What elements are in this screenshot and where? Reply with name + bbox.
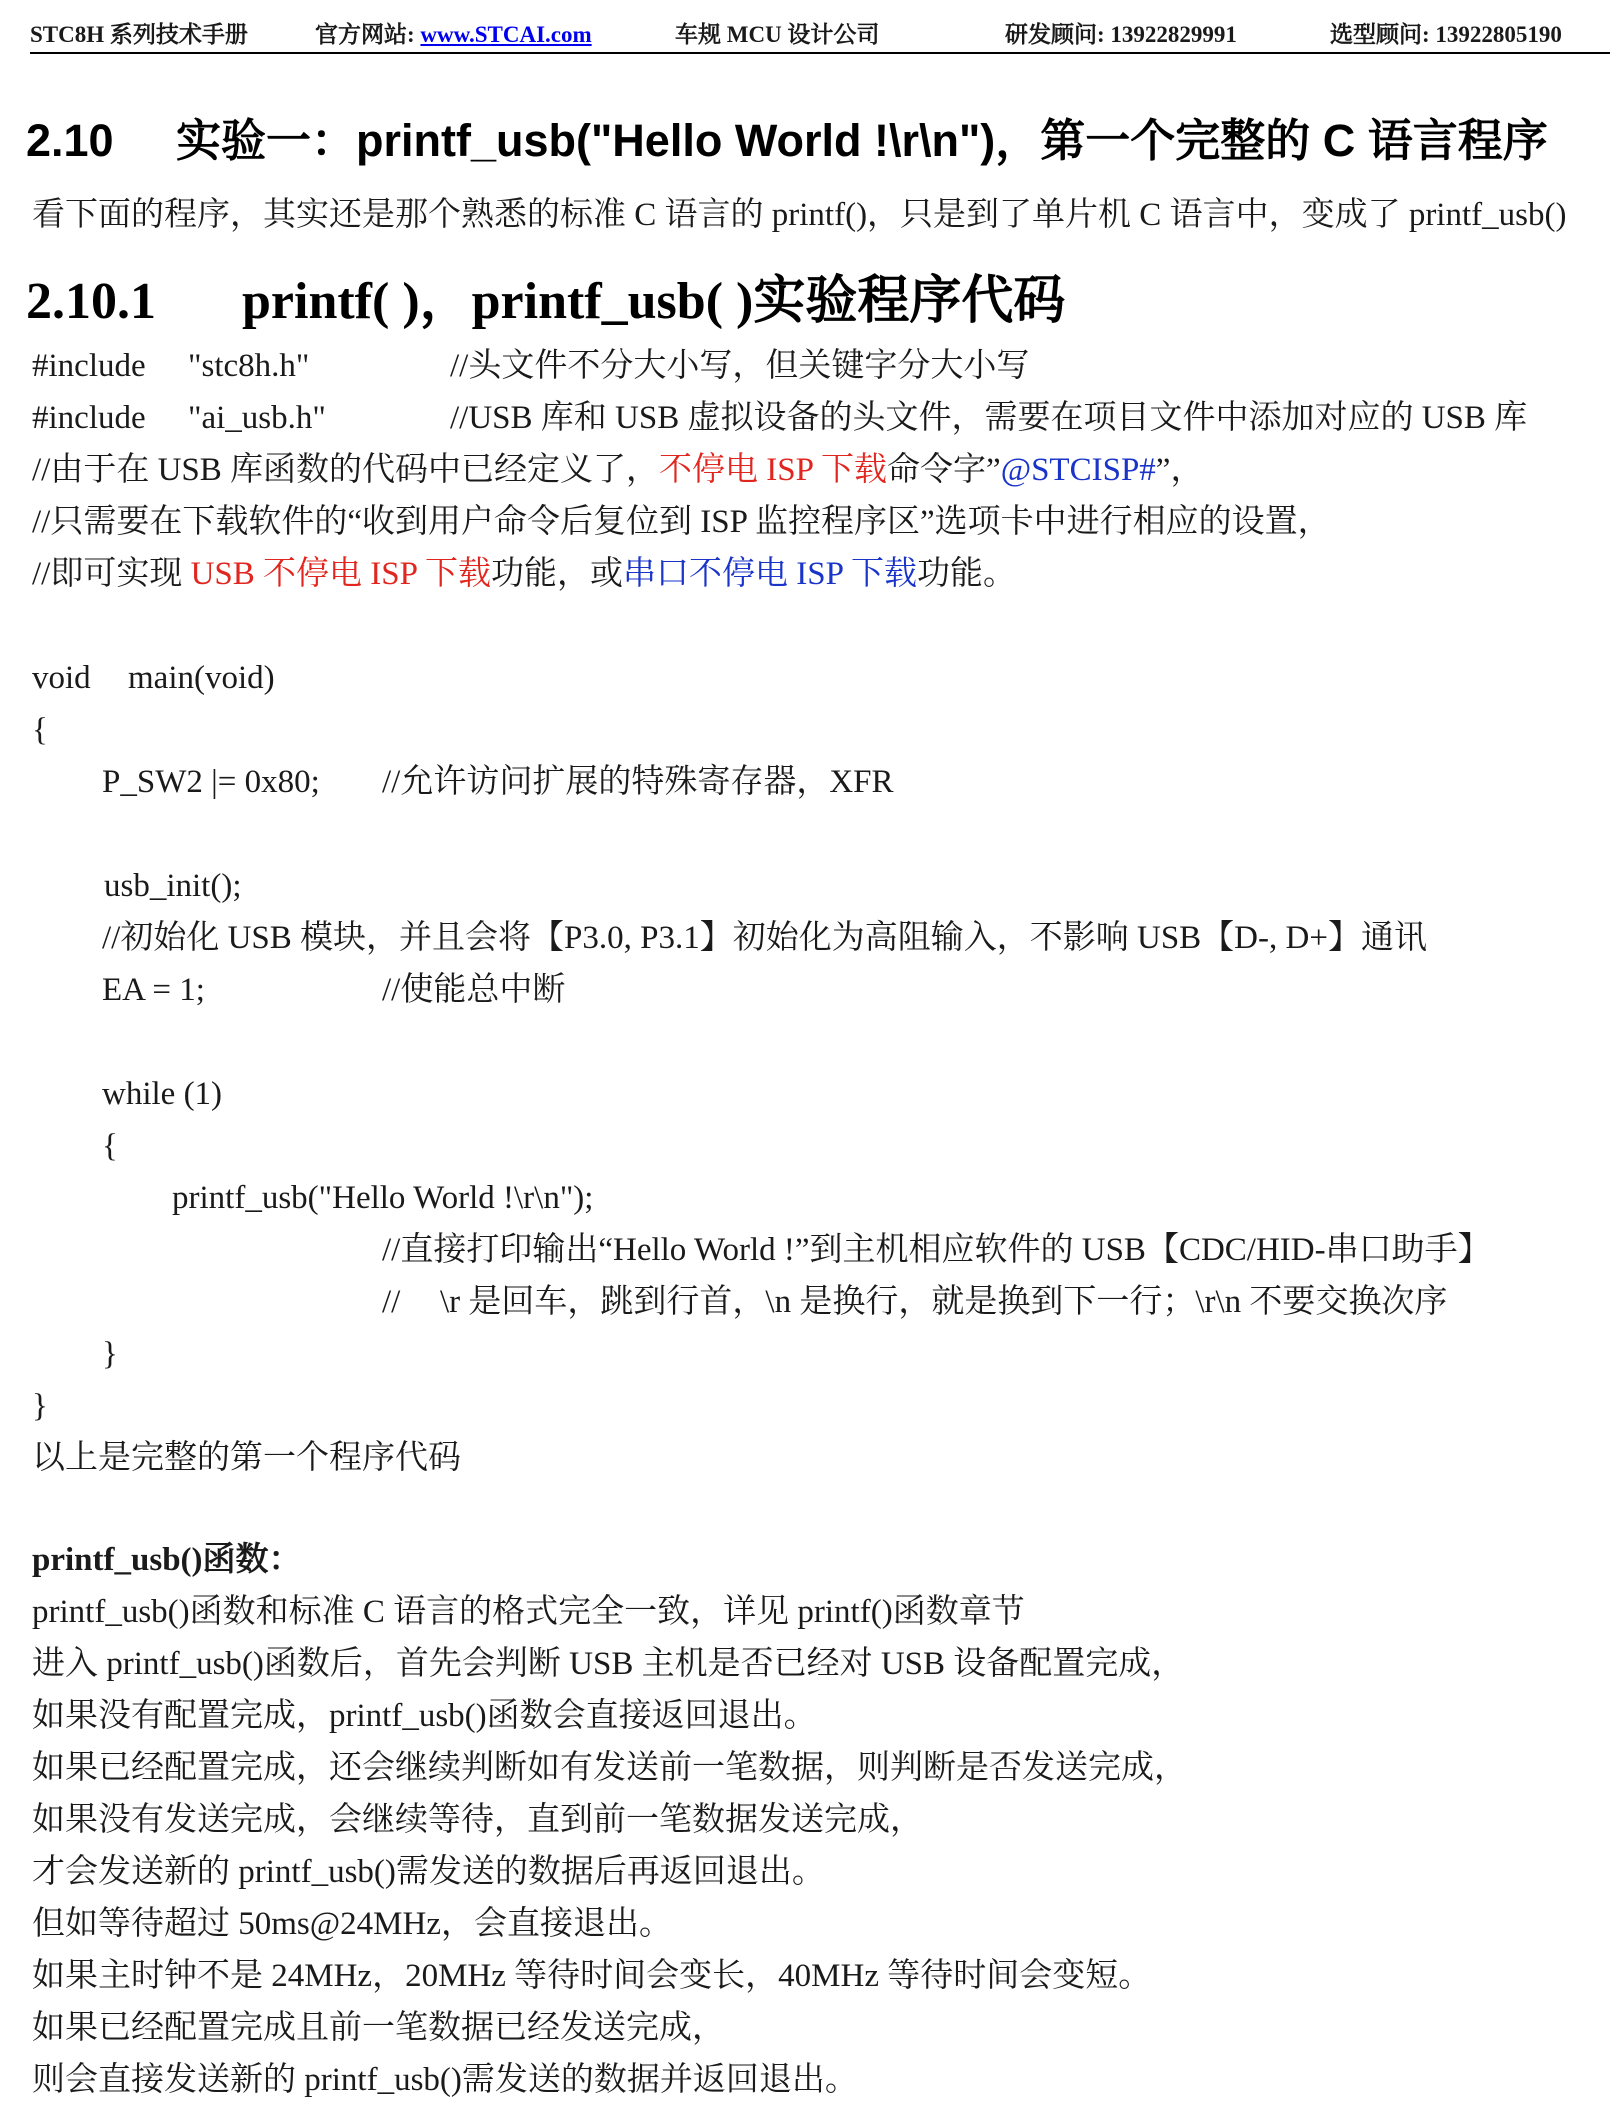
description-line: 才会发送新的 printf_usb()需发送的数据后再返回退出。: [32, 1854, 825, 1890]
summary-line: [32, 1432, 1602, 1484]
include-file: "ai_usb.h": [188, 400, 326, 436]
code-statement: while (1): [102, 1076, 223, 1112]
description-line: 如果已经配置完成且前一笔数据已经发送完成，: [32, 2010, 725, 2046]
code-line: [32, 964, 1602, 1016]
subsection-title: printf( )，printf_usb( )实验程序代码: [242, 273, 1066, 330]
code-line: [32, 548, 1602, 600]
code-comment: \r 是回车，跳到行首，\n 是换行，就是换到下一行；\r\n 不要交换次序: [440, 1284, 1448, 1320]
brace: }: [32, 1388, 48, 1424]
rd-contact: 研发顾问: 13922829991: [1005, 22, 1237, 47]
subsection-number: 2.10.1: [26, 273, 156, 330]
sales-contact: 选型顾问: 13922805190: [1330, 22, 1562, 47]
code-listing: [32, 340, 1602, 1484]
code-comment: //直接打印输出“Hello World !”到主机相应软件的 USB【CDC/HID-串口助手】: [382, 1232, 1491, 1268]
manual-title: STC8H 系列技术手册: [30, 22, 248, 47]
code-line: [32, 340, 1602, 392]
keyword-void: void: [32, 660, 91, 696]
code-line: [32, 496, 1602, 548]
code-line: [32, 756, 1602, 808]
description-line: 但如等待超过 50ms@24MHz，会直接退出。: [32, 1906, 672, 1942]
code-line: [32, 1380, 1602, 1432]
code-comment: //由于在 USB 库函数的代码中已经定义了，: [32, 452, 660, 488]
description-line: 进入 printf_usb()函数后，首先会判断 USB 主机是否已经对 USB 设备配置完成，: [32, 1646, 1185, 1682]
brace: {: [102, 1128, 118, 1164]
code-comment: //即可实现: [32, 556, 191, 592]
code-comment: //初始化 USB 模块，并且会将【P3.0, P3.1】初始化为高阻输入，不影响 USB【D-, D+】通讯: [102, 920, 1427, 956]
include-file: "stc8h.h": [188, 348, 310, 384]
code-comment: //只需要在下载软件的“收到用户命令后复位到 ISP 监控程序区”选项卡中进行相应的设置，: [32, 504, 1331, 540]
code-line: [32, 912, 1602, 964]
code-comment: //允许访问扩展的特殊寄存器，XFR: [382, 764, 894, 800]
section-heading: [26, 104, 1548, 169]
code-line: [32, 1068, 1602, 1120]
official-site: [315, 16, 592, 49]
code-comment: //使能总中断: [382, 972, 566, 1008]
intro-paragraph: 看下面的程序，其实还是那个熟悉的标准 C 语言的 printf()，只是到了单片机 C 语言中，变成了 printf_usb(): [32, 197, 1567, 233]
code-line: [32, 1276, 1602, 1328]
subsection-heading: [26, 258, 1065, 333]
code-line: [32, 392, 1602, 444]
include-directive: #include: [32, 400, 146, 436]
code-comment: 功能。: [917, 556, 1016, 592]
main-signature: main(void): [128, 660, 275, 696]
description-line: 如果没有发送完成，会继续等待，直到前一笔数据发送完成，: [32, 1802, 923, 1838]
code-line: [32, 652, 1602, 704]
description-line: 如果主时钟不是 24MHz，20MHz 等待时间会变长，40MHz 等待时间会变短。: [32, 1958, 1152, 1994]
function-heading: printf_usb()函数：: [32, 1542, 302, 1578]
code-comment: 命令字”: [887, 452, 1001, 488]
page-header: [30, 14, 1610, 54]
code-comment: //: [382, 1284, 401, 1320]
highlight-blue: 串口不停电 ISP 下载: [623, 556, 917, 592]
code-comment: //USB 库和 USB 虚拟设备的头文件，需要在项目文件中添加对应的 USB 库: [450, 400, 1528, 436]
description-line: 如果已经配置完成，还会继续判断如有发送前一笔数据，则判断是否发送完成，: [32, 1750, 1187, 1786]
include-directive: #include: [32, 348, 146, 384]
site-link[interactable]: www.STCAI.com: [420, 22, 592, 47]
code-statement: P_SW2 |= 0x80;: [102, 764, 320, 800]
section-number: 2.10: [26, 115, 114, 166]
description-line: 如果没有配置完成，printf_usb()函数会直接返回退出。: [32, 1698, 817, 1734]
company-name: 车规 MCU 设计公司: [675, 22, 880, 47]
function-description: [32, 1534, 1602, 2106]
code-comment: //头文件不分大小写，但关键字分大小写: [450, 348, 1030, 384]
summary-text: 以上是完整的第一个程序代码: [32, 1440, 461, 1476]
highlight-blue: @STCISP#: [1000, 452, 1156, 488]
code-line: [32, 1172, 1602, 1224]
code-line: [32, 1328, 1602, 1380]
code-line: [32, 860, 1602, 912]
brace: {: [32, 712, 48, 748]
description-line: printf_usb()函数和标准 C 语言的格式完全一致，详见 printf()函数章节: [32, 1594, 1025, 1630]
highlight-red: 不停电 ISP 下载: [659, 452, 888, 488]
code-line: [32, 1224, 1602, 1276]
code-line: [32, 1120, 1602, 1172]
code-comment: 功能，或: [491, 556, 624, 592]
code-statement: usb_init();: [104, 868, 242, 904]
brace: }: [102, 1336, 118, 1372]
code-comment: ”，: [1155, 452, 1204, 488]
description-line: 则会直接发送新的 printf_usb()需发送的数据并返回退出。: [32, 2062, 858, 2098]
site-label: 官方网站:: [315, 22, 421, 47]
code-line: [32, 444, 1602, 496]
section-title: 实验一：printf_usb("Hello World !\r\n")，第一个完整的 C 语言程序: [176, 115, 1548, 166]
code-line: [32, 704, 1602, 756]
code-statement: EA = 1;: [102, 972, 205, 1008]
highlight-red: USB 不停电 ISP 下载: [190, 556, 492, 592]
code-statement: printf_usb("Hello World !\r\n");: [172, 1180, 594, 1216]
